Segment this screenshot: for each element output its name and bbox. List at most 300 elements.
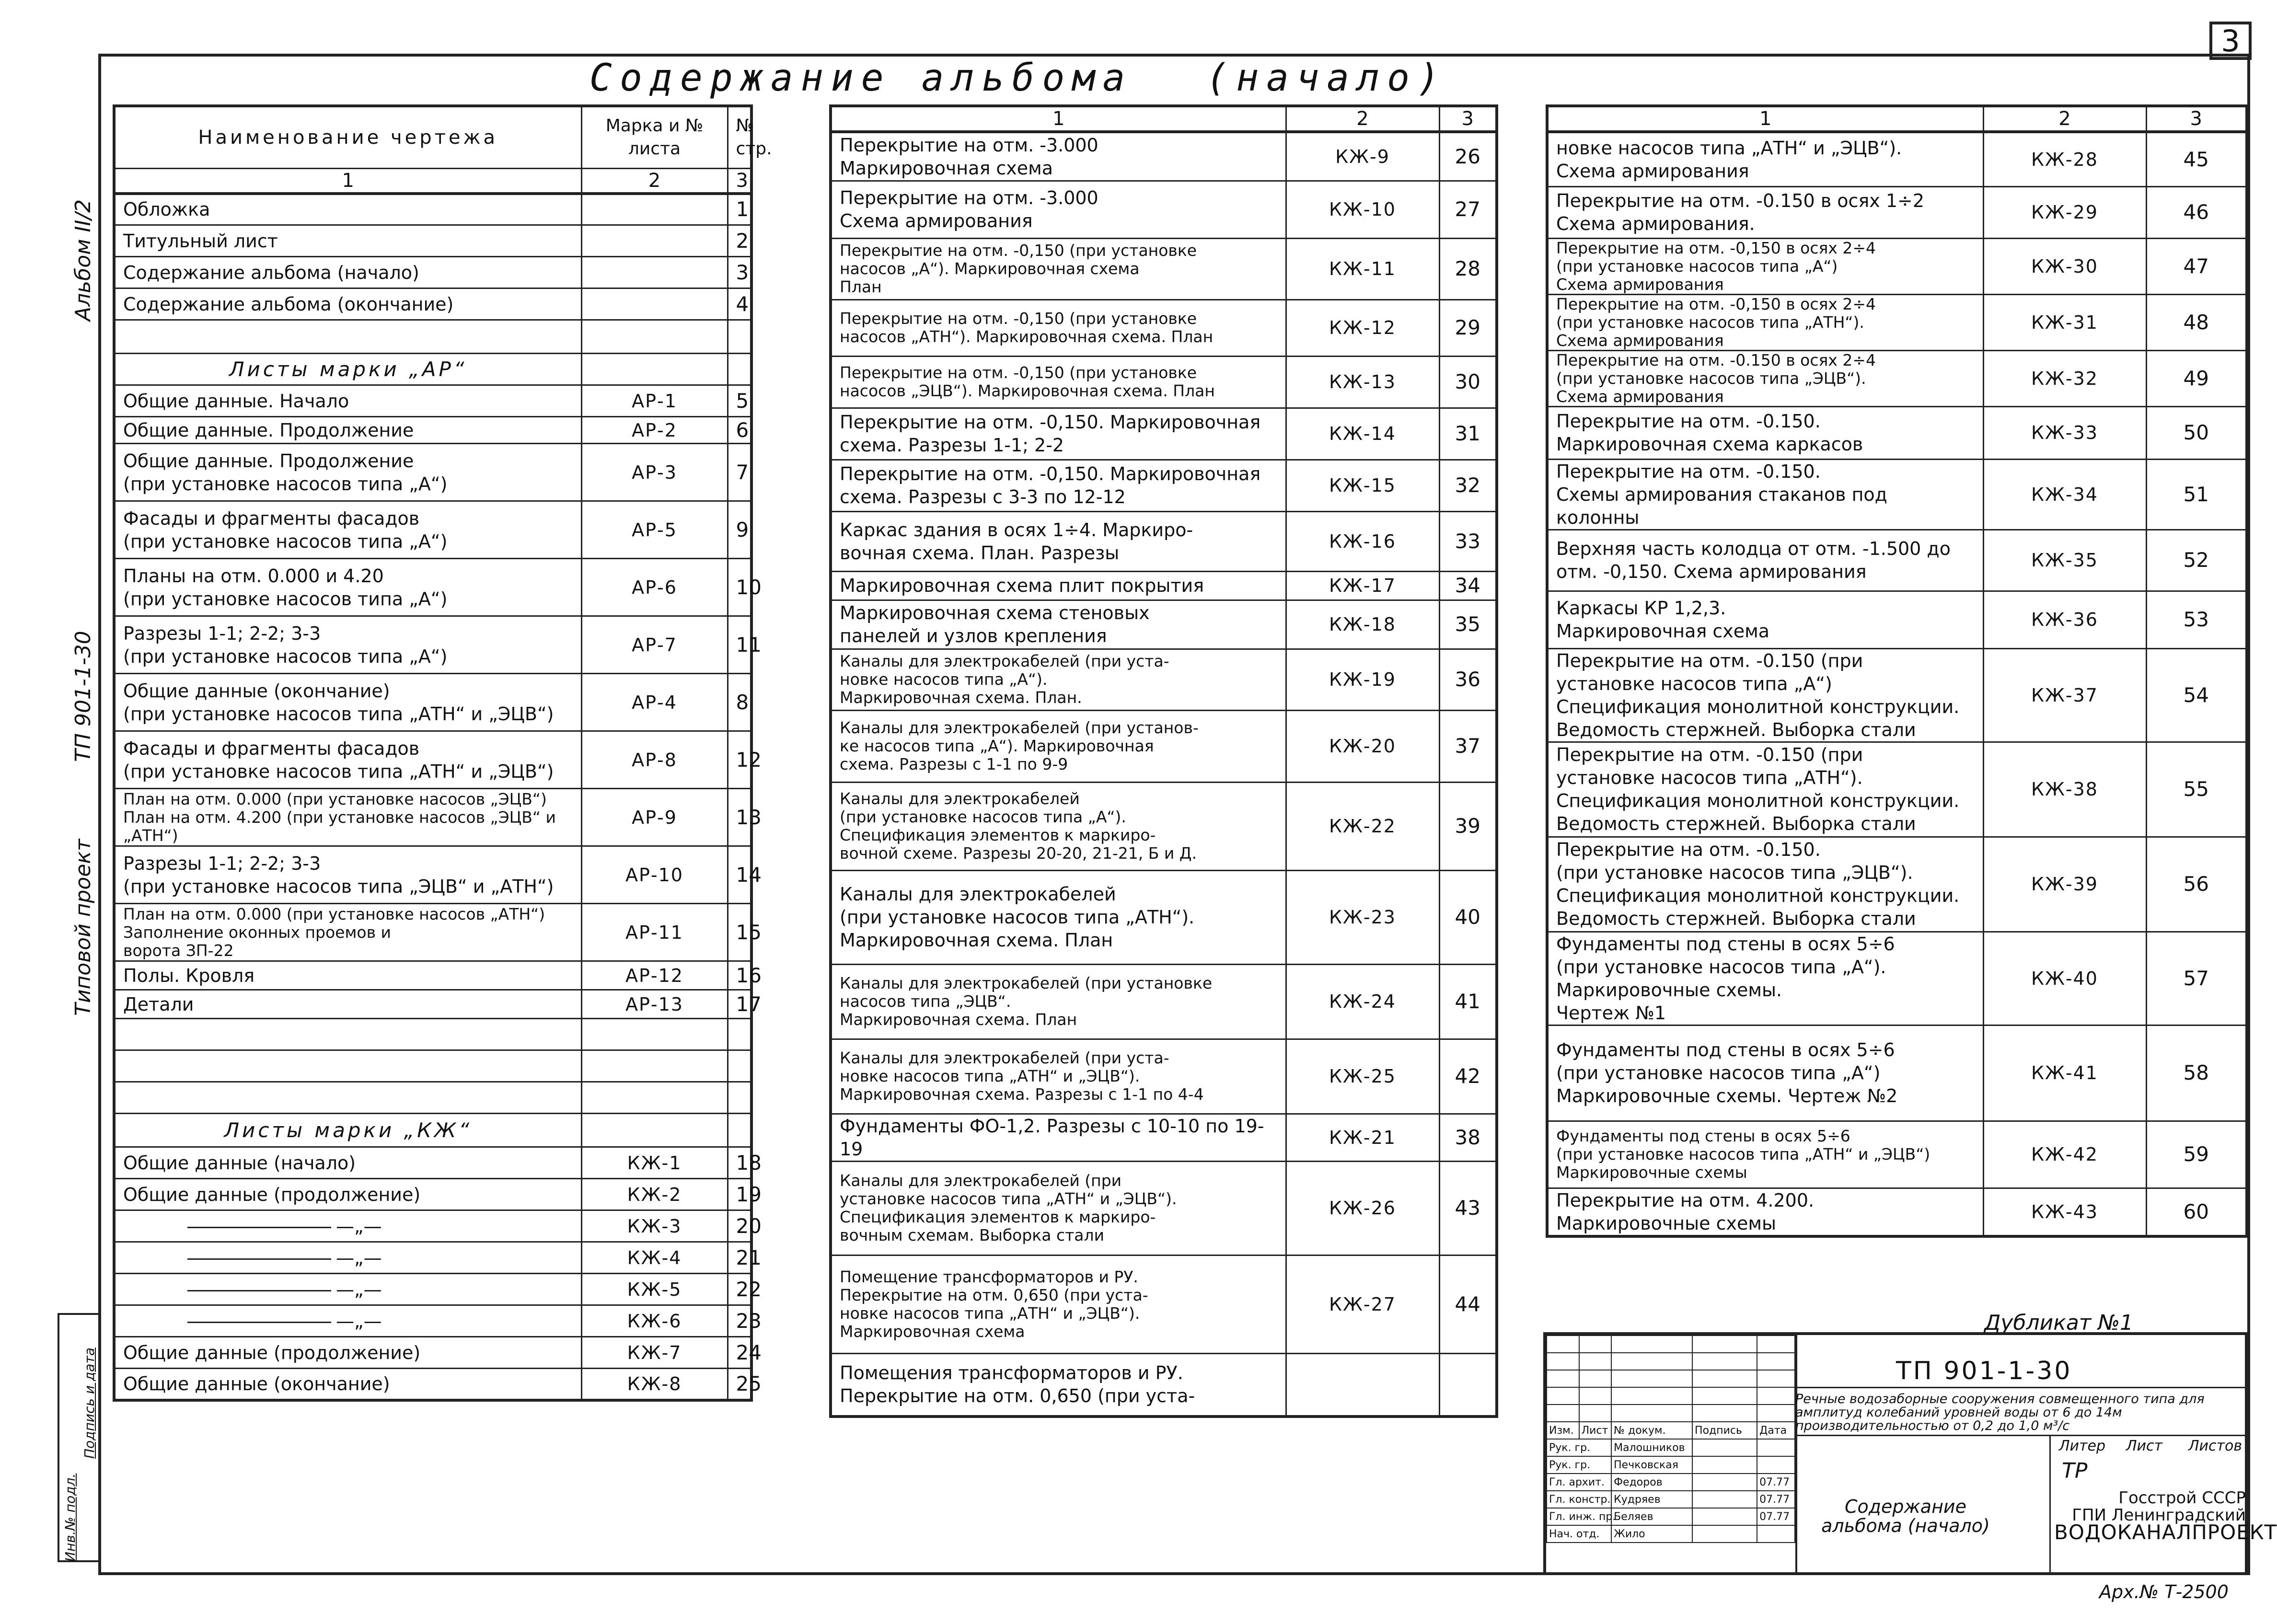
org-line: Госстрой СССР: [2118, 1488, 2246, 1508]
ditto-mark: —„—: [336, 1247, 382, 1268]
table-row: [114, 990, 751, 1019]
ditto-line: [187, 1322, 331, 1323]
signature-sign: [1692, 1439, 1757, 1456]
page-number: 53: [2146, 591, 2247, 648]
signature-role: Рук. гр.: [1547, 1456, 1611, 1474]
title-block-grid: [1546, 1335, 1795, 1543]
drawing-name: [114, 1019, 581, 1050]
drawing-name: Каналы для электрокабелей (при установке насосов типа „А“). Спецификация элементов к маркиро- вочной схеме. Разрезы 20-20, 21-21, Б и Д.: [831, 782, 1286, 870]
sheet-number: 3: [2209, 22, 2252, 60]
page-number: [728, 1050, 751, 1082]
sheet-mark: КЖ-21: [1286, 1114, 1439, 1161]
drawing-name: Каркасы КР 1,2,3. Маркировочная схема: [1547, 591, 1983, 648]
table-row: [1547, 648, 2247, 742]
drawing-name: [114, 1305, 581, 1337]
drawing-name: новке насосов типа „АТН“ и „ЭЦВ“). Схема армирования: [1547, 132, 1983, 186]
drawing-name: Перекрытие на отм. -0,150 в осях 2÷4 (при установке насосов типа „АТН“). Схема армирования: [1547, 294, 1983, 350]
page-number: 48: [2146, 294, 2247, 350]
drawing-name: Фундаменты под стены в осях 5÷6 (при установке насосов типа „АТН“ и „ЭЦВ“) Маркировочные схемы: [1547, 1121, 1983, 1188]
signature-sign: [1692, 1508, 1757, 1525]
drawing-name: Перекрытие на отм. -3.000 Маркировочная схема: [831, 132, 1286, 181]
table-row: [114, 731, 751, 789]
table-row: [114, 385, 751, 417]
page-number: 58: [2146, 1025, 2247, 1121]
sheet-mark: АР-3: [581, 444, 728, 501]
page-number: 17: [728, 990, 751, 1019]
drawing-name: Маркировочная схема плит покрытия: [831, 571, 1286, 600]
sheet-mark: КЖ-15: [1286, 460, 1439, 511]
sheet-mark: АР-9: [581, 789, 728, 846]
signature-row: [1547, 1439, 1795, 1456]
table-row: [831, 571, 1497, 600]
sheet-mark: КЖ-38: [1983, 742, 2146, 837]
page-number: 10: [728, 559, 751, 616]
table-row: [114, 1242, 751, 1274]
sheet-mark: АР-6: [581, 559, 728, 616]
page-number: 44: [1439, 1255, 1497, 1353]
table-row: [1547, 350, 2247, 406]
sheet-mark: КЖ-37: [1983, 648, 2146, 742]
colnum: 3: [1439, 106, 1497, 132]
signature-name: Федоров: [1611, 1474, 1692, 1491]
table-row: [1547, 132, 2247, 186]
table-row: [114, 288, 751, 320]
drawing-name: Содержание альбома (окончание): [114, 288, 581, 320]
sheet-mark: КЖ-10: [1286, 181, 1439, 238]
drawing-name: Перекрытие на отм. -0.150 (при установке насосов типа „А“) Спецификация монолитной конструкции. Ведомость стержней. Выборка стали: [1547, 648, 1983, 742]
table-row: [114, 320, 751, 354]
drawing-name: Перекрытие на отм. -0.150 (при установке насосов типа „АТН“). Спецификация монолитной конструкции. Ведомость стержней. Выборка стали: [1547, 742, 1983, 837]
page-number: 16: [728, 961, 751, 990]
sheet-mark: АР-4: [581, 674, 728, 731]
drawing-name: Маркировочная схема стеновых панелей и узлов крепления: [831, 600, 1286, 649]
table-colnum-row: [831, 106, 1497, 132]
signature-sign: [1692, 1525, 1757, 1543]
ditto-mark: —„—: [336, 1310, 382, 1332]
drawing-name: Каналы для электрокабелей (при установке насосов типа „АТН“). Маркировочная схема. План: [831, 870, 1286, 964]
table-row: [114, 1019, 751, 1050]
page-number: 21: [728, 1242, 751, 1274]
drawing-name: Общие данные (окончание): [114, 1369, 581, 1400]
table-row: [114, 1179, 751, 1210]
page-number: 3: [728, 257, 751, 288]
page-number: 46: [2146, 186, 2247, 238]
table-row: [114, 194, 751, 225]
page-number: 27: [1439, 181, 1497, 238]
page-number: 13: [728, 789, 751, 846]
sheet-mark: КЖ-3: [581, 1210, 728, 1242]
signature-row: [1547, 1525, 1795, 1543]
table-row: [114, 1305, 751, 1337]
table-row: [1547, 459, 2247, 530]
colnum: 1: [1547, 106, 1983, 132]
sheet-mark: КЖ-43: [1983, 1188, 2146, 1236]
drawing-name: Титульный лист: [114, 225, 581, 257]
drawing-name: Разрезы 1-1; 2-2; 3-3 (при установке насосов типа „ЭЦВ“ и „АТН“): [114, 846, 581, 904]
page-number: 41: [1439, 964, 1497, 1039]
table-row: [831, 408, 1497, 460]
page-number: 40: [1439, 870, 1497, 964]
table-row: [114, 257, 751, 288]
table-row: [831, 1114, 1497, 1161]
drawing-name: Полы. Кровля: [114, 961, 581, 990]
drawing-name: Перекрытие на отм. -0.150 в осях 1÷2 Схема армирования.: [1547, 186, 1983, 238]
drawing-name: Общие данные. Продолжение: [114, 417, 581, 444]
sheet-mark: КЖ-29: [1983, 186, 2146, 238]
sheet-mark: КЖ-9: [1286, 132, 1439, 181]
sheet-mark: КЖ-16: [1286, 511, 1439, 571]
ditto-mark: —„—: [336, 1278, 382, 1300]
signature-name: Малошников: [1611, 1439, 1692, 1456]
drawing-name: Каналы для электрокабелей (при уста- новке насосов типа „АТН“ и „ЭЦВ“). Маркировочная схема. Разрезы с 1-1 по 4-4: [831, 1039, 1286, 1114]
page-number: [728, 354, 751, 385]
drawing-name: Перекрытие на отм. -0,150 в осях 2÷4 (при установке насосов типа „А“) Схема армирования: [1547, 238, 1983, 294]
sheet-mark: КЖ-4: [581, 1242, 728, 1274]
sheet-mark: АР-10: [581, 846, 728, 904]
header-mark: Марка и № листа: [581, 106, 728, 168]
sheet-mark: КЖ-2: [581, 1179, 728, 1210]
page-number: 14: [728, 846, 751, 904]
table-row: [1547, 1025, 2247, 1121]
page-number: 60: [2146, 1188, 2247, 1236]
signature-date: 07.77: [1757, 1491, 1795, 1508]
signature-date: [1757, 1439, 1795, 1456]
table-row: [1547, 406, 2247, 459]
drawing-name: Верхняя часть колодца от отм. -1.500 до отм. -0,150. Схема армирования: [1547, 530, 1983, 591]
sheet-mark: КЖ-12: [1286, 299, 1439, 356]
signature-date: 07.77: [1757, 1508, 1795, 1525]
contents-table-3: [1546, 104, 2248, 1238]
sheet-mark: КЖ-31: [1983, 294, 2146, 350]
sheet-mark: [581, 288, 728, 320]
table-row: [114, 444, 751, 501]
page-title: [589, 57, 1740, 100]
title-block-subtitle: Содержание альбома (начало): [1821, 1496, 1990, 1536]
drawing-name: Фасады и фрагменты фасадов (при установке насосов типа „А“): [114, 501, 581, 559]
page-number: 18: [728, 1147, 751, 1179]
signature-name: Печковская: [1611, 1456, 1692, 1474]
sheet-mark: КЖ-32: [1983, 350, 2146, 406]
stamp-label-sign: Подпись и дата: [81, 1348, 97, 1459]
sheet-mark: КЖ-22: [1286, 782, 1439, 870]
table-row: [831, 181, 1497, 238]
page-number: 31: [1439, 408, 1497, 460]
sheet-mark: АР-7: [581, 616, 728, 674]
page-number: 50: [2146, 406, 2247, 459]
table-row: [831, 600, 1497, 649]
signature-role: Гл. архит.: [1547, 1474, 1611, 1491]
table-row: [831, 299, 1497, 356]
sheet-mark: КЖ-7: [581, 1337, 728, 1369]
table-row: [831, 710, 1497, 782]
table-row: [114, 1210, 751, 1242]
page-number: [728, 1019, 751, 1050]
page-number: 22: [728, 1274, 751, 1305]
sheet-mark: КЖ-25: [1286, 1039, 1439, 1114]
sheet-mark: КЖ-35: [1983, 530, 2146, 591]
page-number: [728, 1082, 751, 1114]
sheet-mark: КЖ-24: [1286, 964, 1439, 1039]
drawing-name: Общие данные (начало): [114, 1147, 581, 1179]
drawing-name: Общие данные (окончание) (при установке насосов типа „АТН“ и „ЭЦВ“): [114, 674, 581, 731]
sheet-mark: КЖ-1: [581, 1147, 728, 1179]
signature-name: Беляев: [1611, 1508, 1692, 1525]
sheet-mark: КЖ-42: [1983, 1121, 2146, 1188]
sheet-mark: КЖ-40: [1983, 932, 2146, 1025]
table-row: [831, 238, 1497, 299]
drawing-name: Помещения трансформаторов и РУ. Перекрытие на отм. 0,650 (при уста-: [831, 1353, 1286, 1417]
sheet-mark: КЖ-14: [1286, 408, 1439, 460]
page-number: 59: [2146, 1121, 2247, 1188]
drawing-name: Фундаменты под стены в осях 5÷6 (при установке насосов типа „А“) Маркировочные схемы. Чертеж №2: [1547, 1025, 1983, 1121]
drawing-name: Перекрытие на отм. -0.150. Схемы армирования стаканов под колонны: [1547, 459, 1983, 530]
page-number: 56: [2146, 837, 2247, 932]
sheet-mark: КЖ-26: [1286, 1161, 1439, 1255]
page-number: 7: [728, 444, 751, 501]
table-row: [831, 1161, 1497, 1255]
table-colnum-row: [1547, 106, 2247, 132]
sheet-mark: КЖ-5: [581, 1274, 728, 1305]
drawing-name: Фундаменты ФО-1,2. Разрезы с 10-10 по 19-19: [831, 1114, 1286, 1161]
contents-table-2: [829, 104, 1498, 1418]
sheet-mark: КЖ-34: [1983, 459, 2146, 530]
page-number: 47: [2146, 238, 2247, 294]
ditto-mark: —„—: [336, 1215, 382, 1237]
page-number: 30: [1439, 356, 1497, 408]
page-number: 4: [728, 288, 751, 320]
sheet-mark: КЖ-28: [1983, 132, 2146, 186]
tb-header-cell: Лист: [1579, 1422, 1612, 1439]
sheet-mark: КЖ-8: [581, 1369, 728, 1400]
ditto-line: [187, 1290, 331, 1291]
page-number: 51: [2146, 459, 2247, 530]
colnum: 3: [728, 168, 751, 194]
table-row: [114, 1274, 751, 1305]
page-number: 37: [1439, 710, 1497, 782]
page-number: 36: [1439, 649, 1497, 710]
signature-sign: [1692, 1491, 1757, 1508]
colnum: 3: [2146, 106, 2247, 132]
page-number: 29: [1439, 299, 1497, 356]
org-line: ГПИ Ленинградский: [2072, 1506, 2246, 1525]
section-heading-row: [114, 1114, 751, 1147]
page-number: 45: [2146, 132, 2247, 186]
section-heading-row: [114, 354, 751, 385]
signature-role: Рук. гр.: [1547, 1439, 1611, 1456]
sheet-mark: КЖ-17: [1286, 571, 1439, 600]
table-row: [831, 782, 1497, 870]
sheet-mark: [581, 1050, 728, 1082]
table-row: [114, 961, 751, 990]
title-block-organization: [2054, 1488, 2277, 1544]
table-row: [831, 1255, 1497, 1353]
title-block-description: Речные водозаборные сооружения совмещенного типа для амплитуд колебаний уровней воды от 6 до 14м производительностью от 0,2 до 1,0 м³/с: [1795, 1392, 2205, 1433]
signature-role: Нач. отд.: [1547, 1525, 1611, 1543]
drawing-name: Перекрытие на отм. -0,150 (при установке насосов „ЭЦВ“). Маркировочная схема. План: [831, 356, 1286, 408]
sheet-mark: КЖ-23: [1286, 870, 1439, 964]
drawing-name: [114, 1050, 581, 1082]
signature-date: 07.77: [1757, 1474, 1795, 1491]
signature-row: [1547, 1474, 1795, 1491]
page-number: 11: [728, 616, 751, 674]
drawing-name: Общие данные (продолжение): [114, 1337, 581, 1369]
sheet-mark: [581, 225, 728, 257]
page-number: 32: [1439, 460, 1497, 511]
page-number: 15: [728, 904, 751, 961]
table-row: [114, 789, 751, 846]
sheet-mark: КЖ-19: [1286, 649, 1439, 710]
sheet-mark: АР-5: [581, 501, 728, 559]
sheet-mark: АР-1: [581, 385, 728, 417]
drawing-name: Планы на отм. 0.000 и 4.20 (при установке насосов типа „А“): [114, 559, 581, 616]
drawing-name: Перекрытие на отм. -0.150. (при установке насосов типа „ЭЦВ“). Спецификация монолитной конструкции. Ведомость стержней. Выборка стали: [1547, 837, 1983, 932]
stamp-label-inv: Инв.№ подл.: [62, 1473, 78, 1562]
drawing-name: Содержание альбома (начало): [114, 257, 581, 288]
page-number: 34: [1439, 571, 1497, 600]
table-row: [114, 417, 751, 444]
table-row: [831, 964, 1497, 1039]
table-row: [831, 870, 1497, 964]
colnum: 2: [1286, 106, 1439, 132]
sheet-mark: АР-11: [581, 904, 728, 961]
drawing-name: Перекрытие на отм. -0.150 в осях 2÷4 (при установке насосов типа „ЭЦВ“). Схема армирования: [1547, 350, 1983, 406]
drawing-name: Фасады и фрагменты фасадов (при установке насосов типа „АТН“ и „ЭЦВ“): [114, 731, 581, 789]
tb-header-cell: Подпись: [1692, 1422, 1757, 1439]
drawing-name: Каркас здания в осях 1÷4. Маркиро- вочная схема. План. Разрезы: [831, 511, 1286, 571]
table-row: [114, 1147, 751, 1179]
table-row: [1547, 1121, 2247, 1188]
side-label-code: ТП 901-1-30: [71, 631, 95, 762]
sheet-mark: КЖ-30: [1983, 238, 2146, 294]
colnum: 1: [114, 168, 581, 194]
signature-date: [1757, 1525, 1795, 1543]
title-main: Содержание альбома: [589, 57, 1133, 100]
table-row: [1547, 530, 2247, 591]
page-number: 23: [728, 1305, 751, 1337]
sheet-mark: КЖ-6: [581, 1305, 728, 1337]
table-row: [1547, 186, 2247, 238]
stamp-strip: [58, 1313, 101, 1562]
signature-role: Гл. инж. пр.: [1547, 1508, 1611, 1525]
table-row: [1547, 294, 2247, 350]
drawing-name: План на отм. 0.000 (при установке насосов „АТН“) Заполнение оконных проемов и ворота ЗП-22: [114, 904, 581, 961]
drawing-name: [114, 320, 581, 354]
signature-sign: [1692, 1456, 1757, 1474]
signature-row: [1547, 1491, 1795, 1508]
drawing-name: Перекрытие на отм. -0,150. Маркировочная схема. Разрезы с 3-3 по 12-12: [831, 460, 1286, 511]
signature-row: [1547, 1456, 1795, 1474]
sheet-mark: КЖ-27: [1286, 1255, 1439, 1353]
page-number: 24: [728, 1337, 751, 1369]
colnum: 1: [831, 106, 1286, 132]
sheet-mark: [1286, 1353, 1439, 1417]
table-row: [114, 904, 751, 961]
drawing-name: Разрезы 1-1; 2-2; 3-3 (при установке насосов типа „А“): [114, 616, 581, 674]
colnum: 2: [581, 168, 728, 194]
header-name: Наименование чертежа: [114, 106, 581, 168]
table-row: [831, 649, 1497, 710]
page-number: 9: [728, 501, 751, 559]
tb-header-cell: Дата: [1757, 1422, 1795, 1439]
signature-name: Жило: [1611, 1525, 1692, 1543]
page-number: 26: [1439, 132, 1497, 181]
table-row: [114, 225, 751, 257]
table-row: [831, 511, 1497, 571]
drawing-name: Перекрытие на отм. -0,150 (при установке насосов „А“). Маркировочная схема План: [831, 238, 1286, 299]
phase-value: ТР: [2062, 1459, 2088, 1483]
page-number: 1: [728, 194, 751, 225]
sheet-mark: [581, 257, 728, 288]
page-number: 35: [1439, 600, 1497, 649]
drawing-name: Каналы для электрокабелей (при установке насосов типа „АТН“ и „ЭЦВ“). Спецификация элементов к маркиро- вочным схемам. Выборка стали: [831, 1161, 1286, 1255]
signature-role: Гл. констр.: [1547, 1491, 1611, 1508]
drawing-name: [114, 1210, 581, 1242]
drawing-name: Каналы для электрокабелей (при установке насосов типа „ЭЦВ“. Маркировочная схема. План: [831, 964, 1286, 1039]
table-header-row: [114, 106, 751, 168]
table-row: [114, 846, 751, 904]
drawing-name: Детали: [114, 990, 581, 1019]
table-row: [114, 1050, 751, 1082]
page-number: 28: [1439, 238, 1497, 299]
drawing-name: Общие данные. Начало: [114, 385, 581, 417]
sheet-mark: КЖ-13: [1286, 356, 1439, 408]
page-number: 33: [1439, 511, 1497, 571]
table-colnum-row: [114, 168, 751, 194]
sheet-mark: КЖ-39: [1983, 837, 2146, 932]
phase-label: Литер: [2059, 1438, 2106, 1454]
page-number: 20: [728, 1210, 751, 1242]
sheet-mark: [581, 1114, 728, 1147]
sheets-label: Листов: [2188, 1438, 2242, 1454]
ditto-line: [187, 1227, 331, 1228]
drawing-name: Перекрытие на отм. -0.150. Маркировочная схема каркасов: [1547, 406, 1983, 459]
sheet-mark: КЖ-20: [1286, 710, 1439, 782]
drawing-name: Перекрытие на отм. -0,150 (при установке насосов „АТН“). Маркировочная схема. План: [831, 299, 1286, 356]
table-row: [831, 356, 1497, 408]
colnum: 2: [1983, 106, 2146, 132]
title-block-phase: [2054, 1435, 2246, 1487]
table-row: [114, 1082, 751, 1114]
sheet-mark: [581, 194, 728, 225]
drawing-name: [114, 1082, 581, 1114]
drawing-name: Общие данные. Продолжение (при установке насосов типа „А“): [114, 444, 581, 501]
signature-sign: [1692, 1474, 1757, 1491]
title-block: [1543, 1332, 2277, 1575]
title-suffix: (начало): [1206, 57, 1447, 100]
sheet-mark: [581, 1019, 728, 1050]
drawing-name: Перекрытие на отм. -3.000 Схема армирования: [831, 181, 1286, 238]
drawing-name: [114, 1242, 581, 1274]
sheet-mark: КЖ-41: [1983, 1025, 2146, 1121]
table-row: [1547, 932, 2247, 1025]
drawing-name: Листы марки „АР“: [114, 354, 581, 385]
page-number: 52: [2146, 530, 2247, 591]
table-row: [1547, 742, 2247, 837]
drawing-name: [114, 1274, 581, 1305]
tb-header-cell: № докум.: [1611, 1422, 1692, 1439]
table-row: [831, 132, 1497, 181]
title-block-header-row: [1547, 1422, 1795, 1439]
sheet-mark: [581, 1082, 728, 1114]
signature-date: [1757, 1456, 1795, 1474]
page-number: 19: [728, 1179, 751, 1210]
page-number: [728, 1114, 751, 1147]
drawing-name: Обложка: [114, 194, 581, 225]
drawing-name: Каналы для электрокабелей (при установ- ке насосов типа „А“). Маркировочная схема. Разрезы с 1-1 по 9-9: [831, 710, 1286, 782]
table-row: [1547, 837, 2247, 932]
table-row: [1547, 238, 2247, 294]
page-number: 8: [728, 674, 751, 731]
